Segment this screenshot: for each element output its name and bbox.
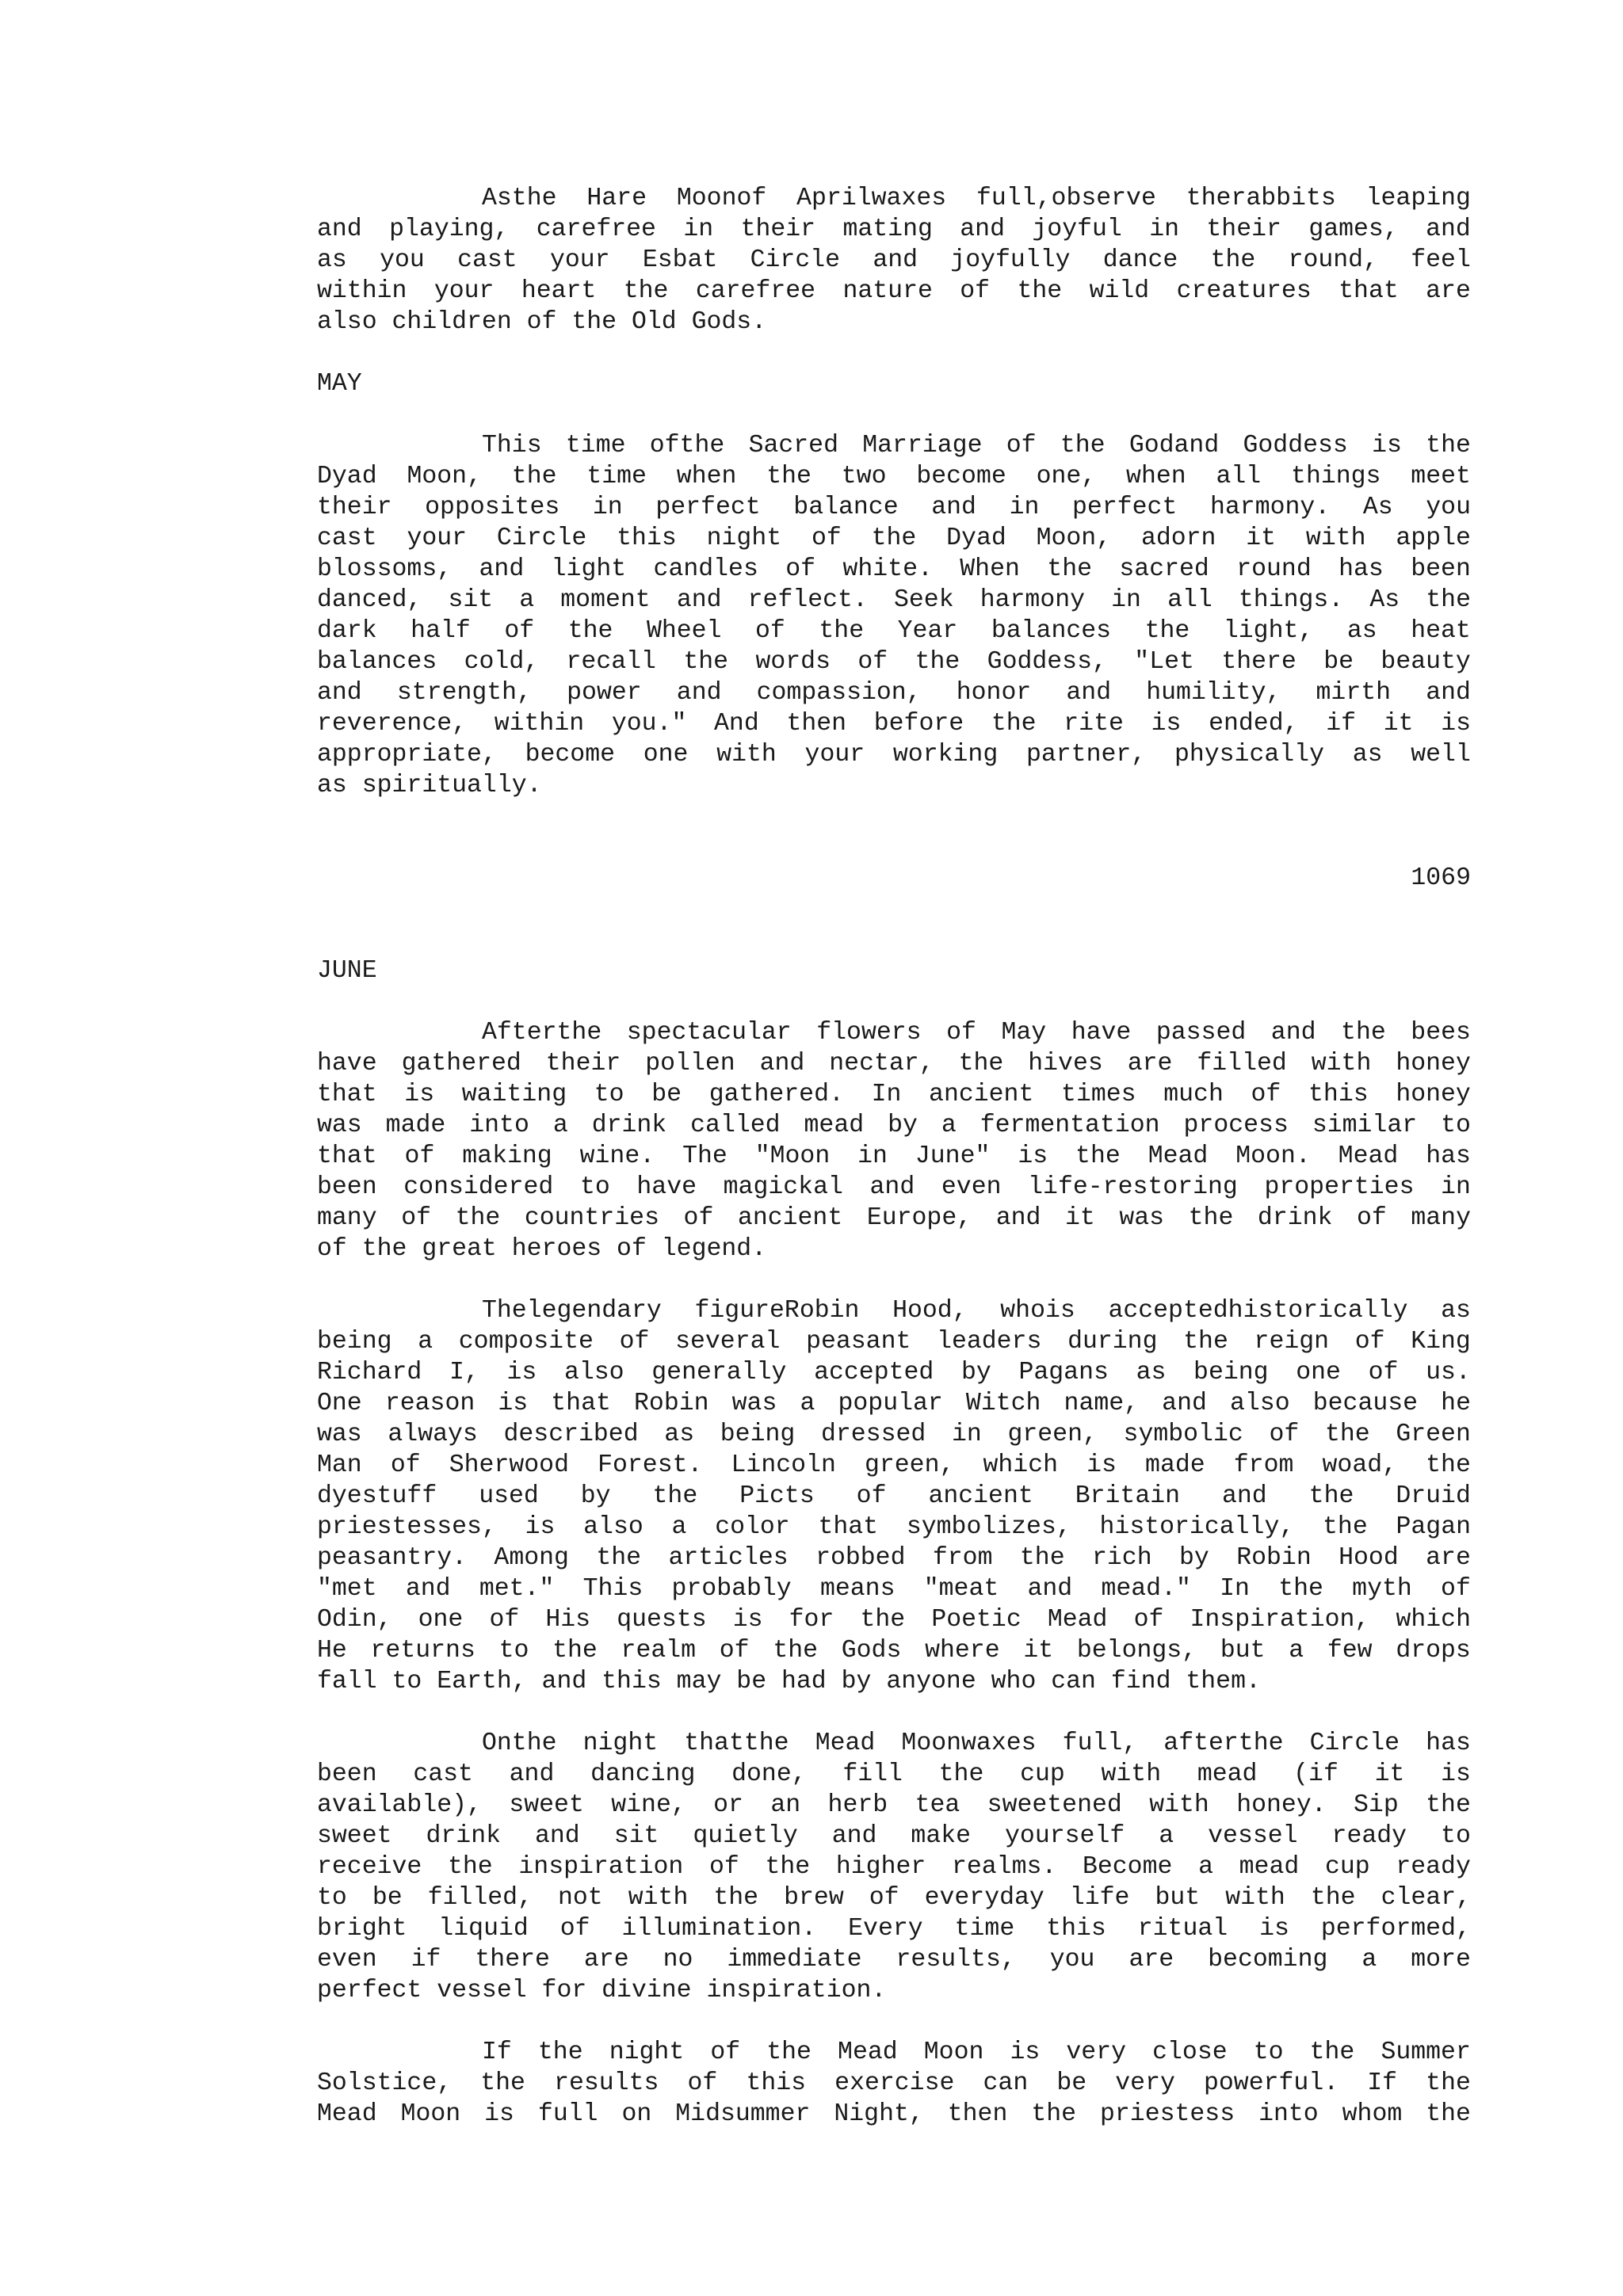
text-line: Solstice, the results of this exercise can be very powerful. If the [317, 2069, 1471, 2097]
text-line: receive the inspiration of the higher realms. Become a mead cup ready [317, 1853, 1471, 1881]
text-line: If the night of the Mead Moon is very close to the Summer [482, 2039, 1471, 2066]
text-line: sweet drink and sit quietly and make yourself a vessel ready to [317, 1822, 1471, 1850]
text-line: Odin, one of His quests is for the Poetic Mead of Inspiration, which [317, 1606, 1471, 1634]
text-line: "met and met." This probably means "meat and mead." In the myth of [317, 1575, 1471, 1603]
document-page [317, 183, 1471, 2130]
text-line: to be filled, not with the brew of everyday life but with the clear, [317, 1884, 1471, 1912]
text-line: dyestuff used by the Picts of ancient Britain and the Druid [317, 1482, 1471, 1510]
text-line: Dyad Moon, the time when the two become one, when all things meet [317, 463, 1471, 490]
text-line: as you cast your Esbat Circle and joyfully dance the round, feel [317, 246, 1471, 274]
text-line: One reason is that Robin was a popular Witch name, and also because he [317, 1390, 1471, 1417]
text-line: many of the countries of ancient Europe, and it was the drink of many [317, 1204, 1471, 1232]
text-line: dark half of the Wheel of the Year balances the light, as heat [317, 617, 1471, 645]
text-line: priestesses, is also a color that symbolizes, historically, the Pagan [317, 1513, 1471, 1541]
text-line: peasantry. Among the articles robbed from the rich by Robin Hood are [317, 1544, 1471, 1572]
text-line: Mead Moon is full on Midsummer Night, then the priestess into whom the [317, 2100, 1471, 2128]
text-line: fall to Earth, and this may be had by anyone who can find them. [317, 1668, 1261, 1695]
text-line: cast your Circle this night of the Dyad Moon, adorn it with apple [317, 524, 1471, 552]
text-line: being a composite of several peasant leaders during the reign of King [317, 1328, 1471, 1356]
text-line: and playing, carefree in their mating and joyful in their games, and [317, 215, 1471, 243]
text-line: He returns to the realm of the Gods where it belongs, but a few drops [317, 1637, 1471, 1665]
text-line: Thelegendary figureRobin Hood, whois acceptedhistorically as [482, 1297, 1471, 1325]
text-line: their opposites in perfect balance and in perfect harmony. As you [317, 494, 1471, 521]
text-line: Man of Sherwood Forest. Lincoln green, which is made from woad, the [317, 1451, 1471, 1479]
text-line: This time ofthe Sacred Marriage of the Godand Goddess is the [482, 432, 1471, 460]
text-line: have gathered their pollen and nectar, the hives are filled with honey [317, 1050, 1471, 1077]
text-line: was always described as being dressed in green, symbolic of the Green [317, 1421, 1471, 1448]
text-line: was made into a drink called mead by a fermentation process similar to [317, 1112, 1471, 1139]
paragraph-mead-moon-ritual [317, 1728, 1471, 2006]
text-line: within your heart the carefree nature of the wild creatures that are [317, 277, 1471, 305]
paragraph-may [317, 430, 1471, 801]
text-line: perfect vessel for divine inspiration. [317, 1977, 887, 2004]
page-number: 1069 [1411, 864, 1471, 892]
text-line: danced, sit a moment and reflect. Seek harmony in all things. As the [317, 586, 1471, 614]
text-line: blossoms, and light candles of white. When the sacred round has been [317, 555, 1471, 583]
text-line: as spiritually. [317, 772, 542, 799]
text-line: Afterthe spectacular flowers of May have passed and the bees [482, 1019, 1471, 1047]
paragraph-april [317, 183, 1471, 338]
text-line: been considered to have magickal and even life-restoring properties in [317, 1173, 1471, 1201]
text-line: reverence, within you." And then before the rite is ended, if it is [317, 710, 1471, 738]
text-line: of the great heroes of legend. [317, 1235, 767, 1263]
paragraph-june-mead [317, 1017, 1471, 1264]
section-heading-june: JUNE [317, 957, 377, 985]
text-line: Asthe Hare Moonof Aprilwaxes full,observe therabbits leaping [482, 185, 1471, 212]
paragraph-robin-hood [317, 1295, 1471, 1697]
text-line: and strength, power and compassion, honor and humility, mirth and [317, 679, 1471, 707]
text-line: appropriate, become one with your working partner, physically as well [317, 741, 1471, 769]
text-line: available), sweet wine, or an herb tea sweetened with honey. Sip the [317, 1791, 1471, 1819]
section-heading-may: MAY [317, 370, 362, 398]
text-line: that of making wine. The "Moon in June" is the Mead Moon. Mead has [317, 1142, 1471, 1170]
text-line: balances cold, recall the words of the Goddess, "Let there be beauty [317, 648, 1471, 676]
text-line: bright liquid of illumination. Every time this ritual is performed, [317, 1915, 1471, 1943]
text-line: been cast and dancing done, fill the cup with mead (if it is [317, 1760, 1471, 1788]
text-line: Richard I, is also generally accepted by Pagans as being one of us. [317, 1359, 1471, 1386]
text-line: that is waiting to be gathered. In ancient times much of this honey [317, 1081, 1471, 1108]
text-line: Onthe night thatthe Mead Moonwaxes full, afterthe Circle has [482, 1730, 1471, 1757]
paragraph-summer-solstice [317, 2037, 1471, 2130]
text-line: even if there are no immediate results, you are becoming a more [317, 1946, 1471, 1974]
text-line: also children of the Old Gods. [317, 308, 767, 336]
